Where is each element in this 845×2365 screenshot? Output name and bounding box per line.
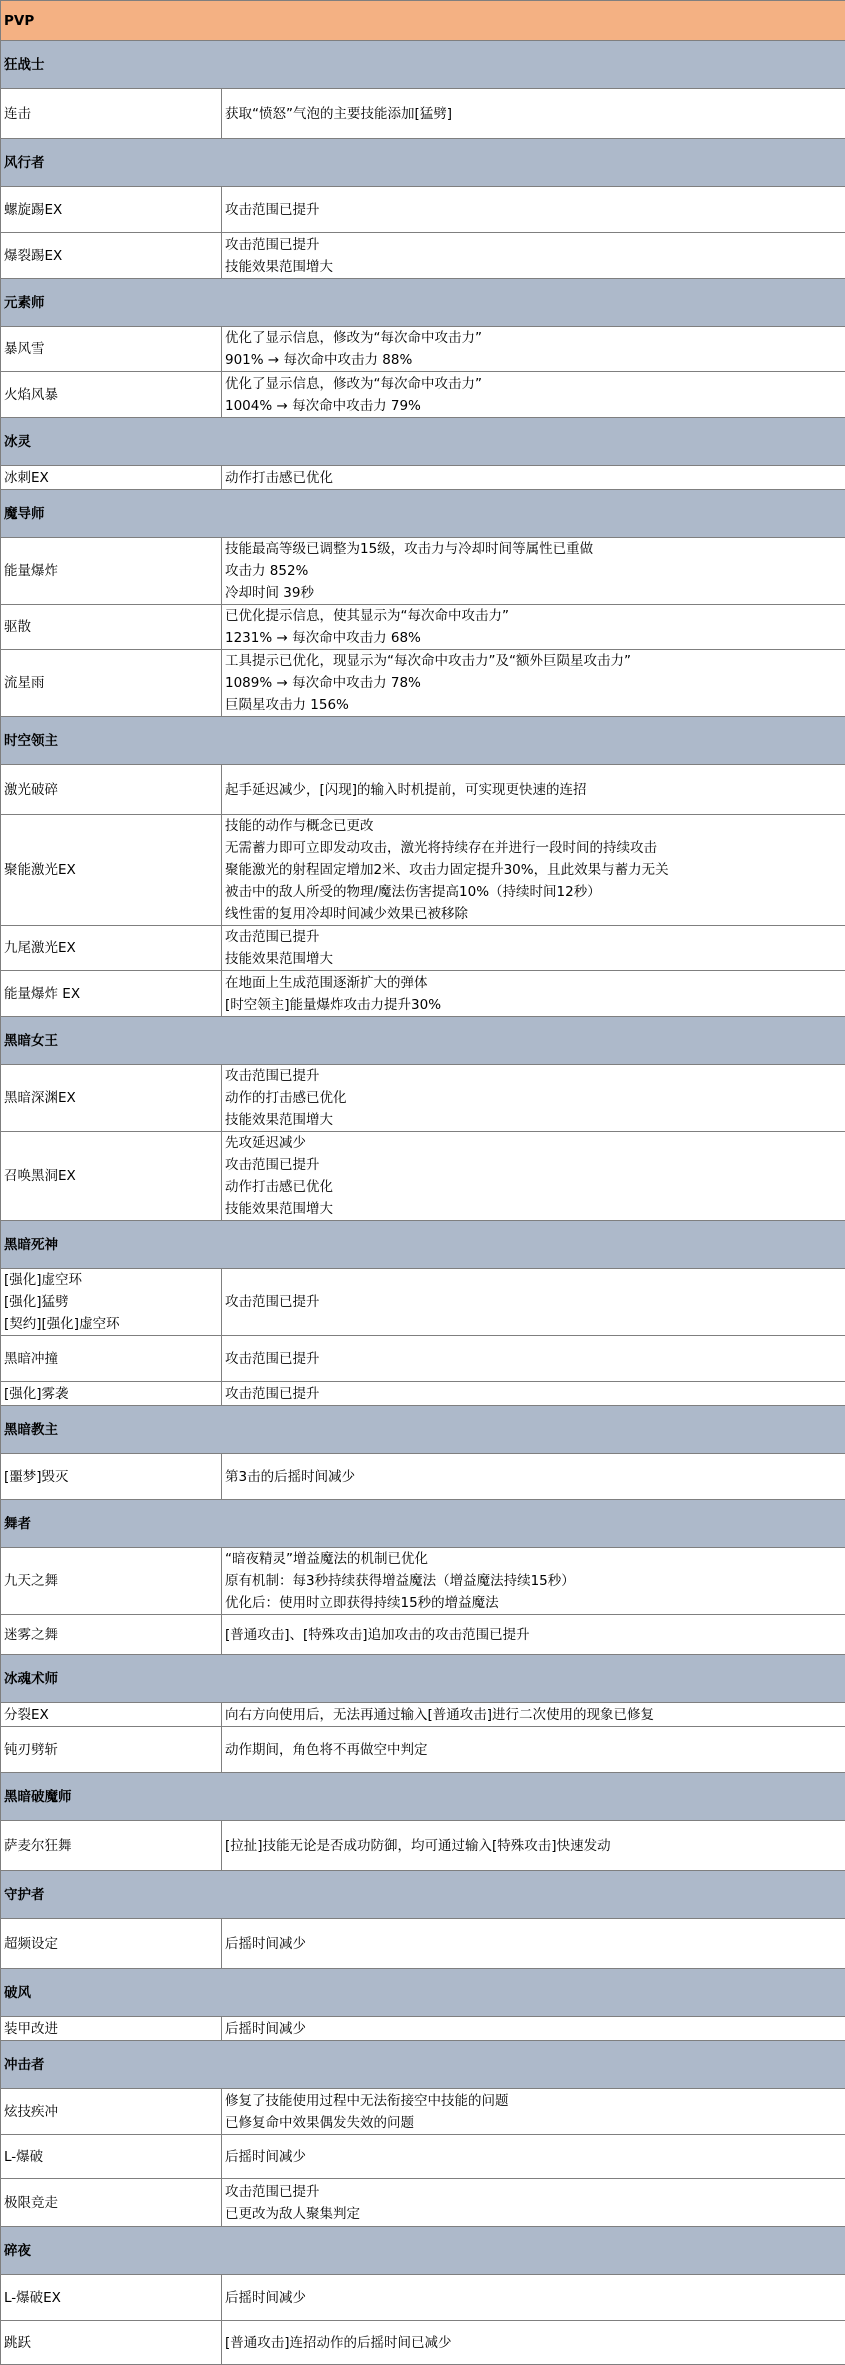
change-description-line: 攻击力 852%: [225, 560, 842, 582]
change-description-cell: [222, 538, 845, 605]
skill-name-cell: [1, 2017, 222, 2041]
class-header-row: [1, 490, 845, 538]
change-description-line: 攻击范围已提升: [225, 2181, 842, 2203]
skill-name-cell: [1, 89, 222, 139]
skill-row: [1, 650, 845, 717]
skill-name: 萨麦尔狂舞: [4, 1835, 218, 1857]
title-row: [1, 1, 845, 41]
skill-row: [1, 89, 845, 139]
skill-name: 装甲改进: [4, 2018, 218, 2040]
class-name: 风行者: [1, 139, 845, 187]
skill-name: [噩梦]毁灭: [4, 1466, 218, 1488]
change-description-cell: [222, 765, 845, 815]
skill-name-cell: [1, 605, 222, 650]
skill-row: [1, 1382, 845, 1406]
skill-row: [1, 1065, 845, 1132]
skill-name: [契约][强化]虚空环: [4, 1313, 218, 1335]
change-description-line: 攻击范围已提升: [225, 1291, 842, 1313]
change-description-line: 1231% → 每次命中攻击力 68%: [225, 627, 842, 649]
skill-row: [1, 971, 845, 1017]
change-description-cell: [222, 1336, 845, 1382]
change-description-cell: [222, 2179, 845, 2227]
class-name: 黑暗教主: [1, 1406, 845, 1454]
skill-name-cell: [1, 1382, 222, 1406]
skill-name-cell: [1, 1615, 222, 1655]
change-description-cell: [222, 1919, 845, 1969]
change-description-cell: [222, 233, 845, 279]
skill-name: 螺旋踢EX: [4, 199, 218, 221]
skill-name: 激光破碎: [4, 779, 218, 801]
skill-name-cell: [1, 1703, 222, 1727]
skill-name: 分裂EX: [4, 1704, 218, 1726]
change-description-line: [普通攻击]连招动作的后摇时间已减少: [225, 2332, 842, 2354]
change-description-cell: [222, 650, 845, 717]
change-description-line: 技能的动作与概念已更改: [225, 815, 842, 837]
class-header-row: [1, 1500, 845, 1548]
change-description-cell: [222, 971, 845, 1017]
skill-name-cell: [1, 1269, 222, 1336]
skill-name: 超频设定: [4, 1933, 218, 1955]
skill-name: [强化]猛劈: [4, 1291, 218, 1313]
change-description-line: 先攻延迟减少: [225, 1132, 842, 1154]
change-description-line: 技能效果范围增大: [225, 1109, 842, 1131]
change-description-line: 攻击范围已提升: [225, 234, 842, 256]
skill-name-cell: [1, 1821, 222, 1871]
skill-name: 暴风雪: [4, 338, 218, 360]
change-description-cell: [222, 1821, 845, 1871]
class-name: 时空领主: [1, 717, 845, 765]
skill-name-cell: [1, 327, 222, 372]
skill-row: [1, 1615, 845, 1655]
skill-row: [1, 2321, 845, 2365]
skill-name-cell: [1, 815, 222, 926]
change-description-line: “暗夜精灵”增益魔法的机制已优化: [225, 1548, 842, 1570]
change-description-cell: [222, 1548, 845, 1615]
skill-row: [1, 2017, 845, 2041]
change-description-line: 巨陨星攻击力 156%: [225, 694, 842, 716]
skill-row: [1, 926, 845, 971]
change-description-line: 攻击范围已提升: [225, 1154, 842, 1176]
skill-name: 钝刃劈斩: [4, 1739, 218, 1761]
skill-row: [1, 2135, 845, 2179]
class-name: 舞者: [1, 1500, 845, 1548]
skill-row: [1, 233, 845, 279]
skill-name: 跳跃: [4, 2332, 218, 2354]
skill-name: 连击: [4, 103, 218, 125]
class-header-row: [1, 717, 845, 765]
change-description-cell: [222, 89, 845, 139]
change-description-line: 在地面上生成范围逐渐扩大的弹体: [225, 972, 842, 994]
skill-row: [1, 1727, 845, 1773]
class-header-row: [1, 1871, 845, 1919]
skill-name: 迷雾之舞: [4, 1624, 218, 1646]
skill-name: 九天之舞: [4, 1570, 218, 1592]
change-description-line: 工具提示已优化，现显示为“每次命中攻击力”及“额外巨陨星攻击力”: [225, 650, 842, 672]
change-description-cell: [222, 1703, 845, 1727]
change-description-line: 已更改为敌人聚集判定: [225, 2203, 842, 2225]
change-description-line: 已修复命中效果偶发失效的问题: [225, 2112, 842, 2134]
change-description-line: 优化后：使用时立即获得持续15秒的增益魔法: [225, 1592, 842, 1614]
change-description-line: 被击中的敌人所受的物理/魔法伤害提高10%（持续时间12秒）: [225, 881, 842, 903]
skill-name: 黑暗深渊EX: [4, 1087, 218, 1109]
change-description-cell: [222, 2135, 845, 2179]
skill-row: [1, 2179, 845, 2227]
change-description-line: 冷却时间 39秒: [225, 582, 842, 604]
skill-name: 聚能激光EX: [4, 859, 218, 881]
skill-name-cell: [1, 2135, 222, 2179]
change-description-line: 攻击范围已提升: [225, 926, 842, 948]
skill-name-cell: [1, 538, 222, 605]
skill-name: 爆裂踢EX: [4, 245, 218, 267]
change-description-line: [时空领主]能量爆炸攻击力提升30%: [225, 994, 842, 1016]
change-description-cell: [222, 327, 845, 372]
class-name: 碎夜: [1, 2227, 845, 2275]
skill-name-cell: [1, 233, 222, 279]
skill-row: [1, 1132, 845, 1221]
change-description-cell: [222, 1065, 845, 1132]
change-description-line: 优化了显示信息，修改为“每次命中攻击力”: [225, 373, 842, 395]
change-description-line: 后摇时间减少: [225, 2018, 842, 2040]
skill-name: 召唤黑洞EX: [4, 1165, 218, 1187]
skill-name-cell: [1, 1065, 222, 1132]
change-description-line: 修复了技能使用过程中无法衔接空中技能的问题: [225, 2090, 842, 2112]
change-description-line: 攻击范围已提升: [225, 199, 842, 221]
change-description-cell: [222, 187, 845, 233]
skill-name-cell: [1, 650, 222, 717]
class-name: 黑暗破魔师: [1, 1773, 845, 1821]
skill-row: [1, 327, 845, 372]
change-description-line: [普通攻击]、[特殊攻击]追加攻击的攻击范围已提升: [225, 1624, 842, 1646]
change-description-cell: [222, 1727, 845, 1773]
skill-name: 九尾激光EX: [4, 937, 218, 959]
class-name: 狂战士: [1, 41, 845, 89]
skill-row: [1, 1454, 845, 1500]
change-description-line: 向右方向使用后，无法再通过输入[普通攻击]进行二次使用的现象已修复: [225, 1704, 842, 1726]
change-description-line: 已优化提示信息，使其显示为“每次命中攻击力”: [225, 605, 842, 627]
change-description-cell: [222, 1382, 845, 1406]
class-header-row: [1, 418, 845, 466]
class-header-row: [1, 2041, 845, 2089]
change-description-cell: [222, 1132, 845, 1221]
class-name: 黑暗女王: [1, 1017, 845, 1065]
class-header-row: [1, 1017, 845, 1065]
change-description-cell: [222, 1269, 845, 1336]
skill-name: 流星雨: [4, 672, 218, 694]
change-description-line: 动作打击感已优化: [225, 1176, 842, 1198]
change-description-cell: [222, 926, 845, 971]
change-description-line: 技能效果范围增大: [225, 1198, 842, 1220]
skill-name: 炫技疾冲: [4, 2101, 218, 2123]
class-name: 破风: [1, 1969, 845, 2017]
skill-name-cell: [1, 2275, 222, 2321]
class-name: 冰魂术师: [1, 1655, 845, 1703]
skill-name-cell: [1, 372, 222, 418]
change-description-line: 动作的打击感已优化: [225, 1087, 842, 1109]
skill-name: [强化]虚空环: [4, 1269, 218, 1291]
change-description-cell: [222, 372, 845, 418]
change-description-line: 后摇时间减少: [225, 2287, 842, 2309]
change-description-line: 攻击范围已提升: [225, 1065, 842, 1087]
change-description-cell: [222, 605, 845, 650]
skill-row: [1, 765, 845, 815]
skill-name-cell: [1, 466, 222, 490]
skill-row: [1, 1336, 845, 1382]
class-header-row: [1, 1969, 845, 2017]
change-description-line: 起手延迟减少，[闪现]的输入时机提前，可实现更快速的连招: [225, 779, 842, 801]
skill-row: [1, 2089, 845, 2135]
class-header-row: [1, 1221, 845, 1269]
change-description-line: 无需蓄力即可立即发动攻击，激光将持续存在并进行一段时间的持续攻击: [225, 837, 842, 859]
class-header-row: [1, 139, 845, 187]
skill-name-cell: [1, 971, 222, 1017]
skill-name: L-爆破: [4, 2146, 218, 2168]
class-name: 冰灵: [1, 418, 845, 466]
skill-name-cell: [1, 1336, 222, 1382]
skill-row: [1, 815, 845, 926]
skill-name: 极限竞走: [4, 2192, 218, 2214]
change-description-cell: [222, 2275, 845, 2321]
class-header-row: [1, 1773, 845, 1821]
skill-row: [1, 538, 845, 605]
skill-name: 驱散: [4, 616, 218, 638]
change-description-line: 后摇时间减少: [225, 1933, 842, 1955]
skill-name-cell: [1, 1548, 222, 1615]
skill-name-cell: [1, 2321, 222, 2365]
skill-row: [1, 466, 845, 490]
skill-row: [1, 2275, 845, 2321]
class-name: 冲击者: [1, 2041, 845, 2089]
change-description-cell: [222, 815, 845, 926]
change-description-line: 1004% → 每次命中攻击力 79%: [225, 395, 842, 417]
skill-name: [强化]雾袭: [4, 1383, 218, 1405]
skill-name: 能量爆炸: [4, 560, 218, 582]
patch-notes-body: [1, 1, 845, 2365]
class-name: 元素师: [1, 279, 845, 327]
skill-name: 火焰风暴: [4, 384, 218, 406]
skill-name: L-爆破EX: [4, 2287, 218, 2309]
skill-row: [1, 1919, 845, 1969]
change-description-line: 获取“愤怒”气泡的主要技能添加[猛劈]: [225, 103, 842, 125]
change-description-cell: [222, 2089, 845, 2135]
change-description-cell: [222, 1615, 845, 1655]
skill-name: 冰刺EX: [4, 467, 218, 489]
skill-row: [1, 187, 845, 233]
class-name: 黑暗死神: [1, 1221, 845, 1269]
change-description-line: 原有机制：每3秒持续获得增益魔法（增益魔法持续15秒）: [225, 1570, 842, 1592]
skill-name-cell: [1, 1919, 222, 1969]
change-description-cell: [222, 2017, 845, 2041]
change-description-line: 技能效果范围增大: [225, 256, 842, 278]
change-description-line: 动作打击感已优化: [225, 467, 842, 489]
page-title: PVP: [1, 1, 845, 41]
class-header-row: [1, 279, 845, 327]
change-description-line: 动作期间，角色将不再做空中判定: [225, 1739, 842, 1761]
skill-name-cell: [1, 1132, 222, 1221]
change-description-line: 优化了显示信息，修改为“每次命中攻击力”: [225, 327, 842, 349]
skill-row: [1, 1548, 845, 1615]
change-description-cell: [222, 466, 845, 490]
change-description-line: 攻击范围已提升: [225, 1383, 842, 1405]
skill-name-cell: [1, 187, 222, 233]
class-name: 魔导师: [1, 490, 845, 538]
skill-name: 黑暗冲撞: [4, 1348, 218, 1370]
change-description-line: 技能效果范围增大: [225, 948, 842, 970]
skill-name-cell: [1, 1454, 222, 1500]
change-description-cell: [222, 1454, 845, 1500]
change-description-line: [拉扯]技能无论是否成功防御，均可通过输入[特殊攻击]快速发动: [225, 1835, 842, 1857]
change-description-line: 第3击的后摇时间减少: [225, 1466, 842, 1488]
skill-row: [1, 1703, 845, 1727]
skill-name-cell: [1, 765, 222, 815]
class-name: 守护者: [1, 1871, 845, 1919]
change-description-line: 901% → 每次命中攻击力 88%: [225, 349, 842, 371]
change-description-cell: [222, 2321, 845, 2365]
class-header-row: [1, 1655, 845, 1703]
class-header-row: [1, 1406, 845, 1454]
skill-row: [1, 1269, 845, 1336]
skill-row: [1, 372, 845, 418]
change-description-line: 攻击范围已提升: [225, 1348, 842, 1370]
change-description-line: 后摇时间减少: [225, 2146, 842, 2168]
skill-row: [1, 605, 845, 650]
change-description-line: 线性雷的复用冷却时间减少效果已被移除: [225, 903, 842, 925]
skill-name-cell: [1, 1727, 222, 1773]
change-description-line: 技能最高等级已调整为15级，攻击力与冷却时间等属性已重做: [225, 538, 842, 560]
skill-name: 能量爆炸 EX: [4, 983, 218, 1005]
skill-name-cell: [1, 2089, 222, 2135]
skill-row: [1, 1821, 845, 1871]
class-header-row: [1, 2227, 845, 2275]
skill-name-cell: [1, 926, 222, 971]
class-header-row: [1, 41, 845, 89]
skill-name-cell: [1, 2179, 222, 2227]
change-description-line: 聚能激光的射程固定增加2米、攻击力固定提升30%，且此效果与蓄力无关: [225, 859, 842, 881]
change-description-line: 1089% → 每次命中攻击力 78%: [225, 672, 842, 694]
